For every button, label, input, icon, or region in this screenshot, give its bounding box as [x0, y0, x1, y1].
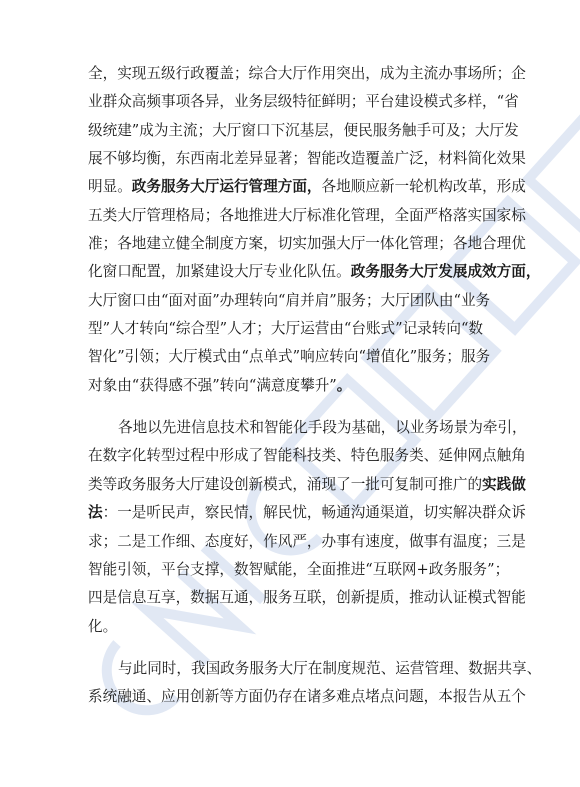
text-run: 级统建”成为主流；大厅窗口下沉基层，便民服务触手可及；大厅发	[88, 121, 519, 139]
text-run: 四是信息互享，数据互通，服务互联，创新提质，推动认证模式智能	[88, 589, 526, 607]
text-line	[88, 372, 520, 400]
text-line	[88, 613, 520, 641]
text-run: 智化”引领；大厅模式由“点单式”响应转向“增值化”服务；服务	[88, 348, 491, 366]
text-line	[88, 173, 526, 201]
text-run: 大厅窗口由“面对面”办理转向“肩并肩”服务；大厅团队由“业务	[88, 291, 491, 309]
text-run: 各地顺应新一轮机构改革，形成	[321, 178, 526, 196]
text-line	[88, 683, 526, 711]
body-text	[88, 60, 542, 712]
bold-term-practice-end: 法	[88, 504, 103, 522]
text-line	[88, 655, 542, 683]
text-run: 各地以先进信息技术和智能化手段为基础，以业务场景为牵引，	[118, 419, 527, 437]
text-run: 展不够均衡，东西南北差异显著；智能改造覆盖广泛，材料简化效果	[88, 150, 526, 168]
bold-heading-operation: 政务服务大厅运行管理方面，	[131, 178, 322, 196]
paragraph-problems	[88, 655, 542, 712]
text-line	[88, 230, 526, 258]
text-run: 在数字化转型过程中形成了智能科技类、特色服务类、延伸网点触角	[88, 447, 526, 465]
text-line	[88, 287, 520, 315]
text-run: 业群众高频事项各异，业务层级特征鲜明；平台建设模式多样，“省	[88, 93, 519, 111]
text-line	[88, 471, 526, 499]
text-line	[88, 88, 520, 116]
text-run: 类等政务服务大厅建设创新模式，涌现了一批可复制可推广的	[88, 475, 483, 493]
text-line	[88, 414, 527, 442]
bold-heading-results: 政务服务大厅发展成效方面，	[350, 263, 541, 281]
text-run: 准；各地建立健全制度方案，切实加强大厅一体化管理；各地合理优	[88, 235, 526, 253]
text-run: 化。	[88, 617, 118, 635]
text-line	[88, 584, 526, 612]
text-run: 型”人才转向“综合型”人才；大厅运营由“台账式”记录转向“数	[88, 320, 484, 338]
text-line	[88, 145, 526, 173]
text-run: 求；二是工作细、态度好，作风严，办事有速度，做事有温度；三是	[88, 532, 526, 550]
paragraph-overview	[88, 60, 541, 400]
text-run: ：一是听民声，察民情，解民忧，畅通沟通渠道，切实解决群众诉	[102, 504, 526, 522]
text-line	[88, 60, 526, 88]
text-run: 智能引领，平台支撑，数智赋能，全面推进“互联网+政务服务”；	[88, 560, 510, 578]
text-run: 系统融通、应用创新等方面仍存在诸多难点堵点问题，本报告从五个	[88, 688, 526, 706]
text-line	[88, 117, 520, 145]
text-run: 化窗口配置，加紧建设大厅专业化队伍。	[88, 263, 351, 281]
text-run: 五类大厅管理格局；各地推进大厅标准化管理，全面严格落实国家标	[88, 206, 526, 224]
text-run: 对象由“获得感不强”转向“满意度攀升”	[88, 376, 337, 394]
text-line	[88, 315, 520, 343]
text-run: 全，实现五级行政覆盖；综合大厅作用突出，成为主流办事场所；企	[88, 65, 526, 82]
watermark-block4	[528, 113, 580, 240]
bold-period: 。	[336, 376, 352, 394]
text-line	[88, 556, 520, 584]
text-line	[88, 499, 526, 527]
text-run: 与此同时，我国政务服务大厅在制度规范、运营管理、数据共享、	[118, 659, 542, 677]
bold-term-practice: 实践做	[482, 475, 526, 493]
text-line	[88, 442, 526, 470]
text-run: 明显。	[88, 178, 132, 196]
text-line	[88, 258, 541, 286]
text-line	[88, 202, 526, 230]
paragraph-practices	[88, 414, 527, 641]
text-line	[88, 343, 520, 371]
text-line	[88, 528, 526, 556]
